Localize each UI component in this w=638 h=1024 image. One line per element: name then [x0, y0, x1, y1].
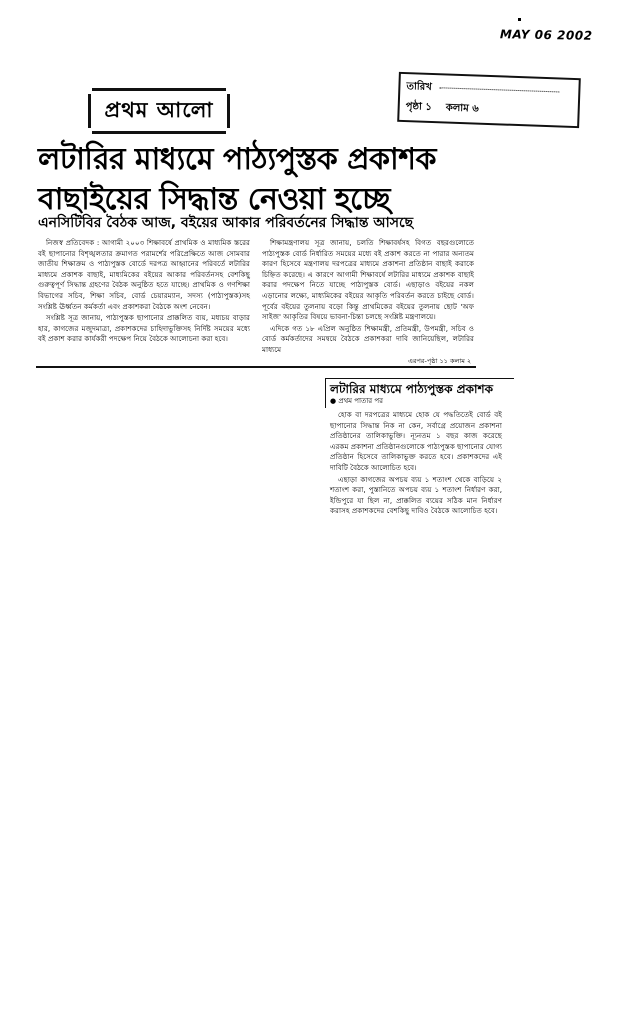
ref-column-value: ৬	[472, 103, 479, 115]
reference-stamp	[397, 72, 581, 128]
column-1-paragraph-2: সংশ্লিষ্ট সূত্র জানায়, পাঠ্যপুস্তক ছাপানোর প্রাক্কলিত ব্যয়, মধ্যচয় বাড়ার হার, কাগজের মজুদমাত্রা, প্রকাশকদের চাহিদাভুক্তিসহ নির্দিষ্ট সময়ের মধ্যে বই প্রকাশ করার কার্যকরী পদক্ষেপ নিয়ে বৈঠকে আলোচনা করা হবে।	[38, 313, 250, 344]
headline	[38, 140, 558, 220]
ref-page-label: পৃষ্ঠা	[405, 101, 423, 113]
column-3-paragraph-1: হোক বা দরপত্রের মাধ্যমে হোক যে পদ্ধতিতেই বোর্ড বই ছাপানোর সিদ্ধান্ত নিক না কেন, সর্বাগ্রে প্রয়োজন প্রকাশনা প্রতিষ্ঠানের তালিকাভুক্তি। ন্যূনতম ১ বছর কাজ করেছে এরকম প্রকাশনা প্রতিষ্ঠানগুলোকে পাঠ্যপুস্তক ছাপানোর যোগ্য প্রতিষ্ঠান হিসেবে তালিকাভুক্ত করতে হবে। প্রকাশকদের এই দাবিটি বৈঠকে আলোচিত হবে।	[330, 410, 502, 472]
ref-date-dots	[439, 87, 559, 92]
newspaper-masthead: প্রথম আলো	[92, 88, 226, 134]
jump-header	[325, 378, 514, 408]
divider-rule	[36, 366, 476, 368]
ref-page-value: ১	[425, 101, 433, 114]
jump-headline: লটারির মাধ্যমে পাঠ্যপুস্তক প্রকাশক	[330, 382, 493, 396]
headline-line-2: বাছাইয়ের সিদ্ধান্ত নেওয়া হচ্ছে	[38, 182, 390, 217]
column-3-paragraph-2: এছাড়া কাগজের অপচয় ব্যয় ১ শতাংশ থেকে বাড়িয়ে ২ শতাংশ করা, পুস্তানিতে অপচয় ব্যয় ১ শতাংশ নির্ধারণ করা, ইন্ডিপুরে যা ছিল না, প্রাক্কলিত ব্যয়ের সঠিক মান নির্ধারণ করাসহ প্রকাশকদের বেশকিছু দাবিও বৈঠকে আলোচিত হবে।	[330, 474, 502, 516]
continued-label: এরপর-পৃষ্ঠা ১১ কলাম ২	[408, 357, 472, 365]
date-stamp: MAY 06 2002	[499, 27, 593, 43]
article-column-1	[38, 238, 250, 346]
article-column-2	[262, 238, 474, 357]
column-1-paragraph-1: নিজস্ব প্রতিবেদক : আগামী ২০০৩ শিক্ষাবর্ষে প্রাথমিক ও মাধ্যমিক স্তরের বই ছাপানোর বিশৃঙ্খলতার ক্রমাগত পরামর্শের পরিপ্রেক্ষিতে আজ সোমবার জাতীয় শিক্ষাক্রম ও পাঠ্যপুস্তক বোর্ডে দরপত্র আহ্বানের পরিবর্তে লটারির মাধ্যমে প্রকাশক বাছাই, মাধ্যমিকের বইয়ের আকার পরিবর্তনসহ বেশকিছু গুরুত্বপূর্ণ সিদ্ধান্ত গ্রহণের বৈঠক অনুষ্ঠিত হতে যাচ্ছে। প্রাথমিক ও গণশিক্ষা বিভাগের সচিব, শিক্ষা সচিব, বোর্ড চেয়ারম্যান, সদস্য (পাঠ্যপুস্তক)সহ সংশ্লিষ্ট ঊর্ধ্বতন কর্মকর্তা এবং প্রকাশকরা বৈঠকে অংশ নেবেন।	[38, 238, 250, 311]
column-2-paragraph-2: এদিকে গত ১৮ এপ্রিল অনুষ্ঠিত শিক্ষামন্ত্রী, প্রতিমন্ত্রী, উপমন্ত্রী, সচিব ও বোর্ড কর্মকর্তাদের সমন্বয়ে বৈঠকে প্রকাশকরা দাবি জানিয়েছিল, লটারির মাধ্যমে	[262, 323, 474, 354]
jump-from-label: ● প্রথম পাতার পর	[330, 397, 383, 405]
jump-from-text: প্রথম পাতার পর	[338, 397, 383, 405]
ref-date-label: তারিখ	[406, 81, 432, 93]
article-column-3	[330, 410, 502, 518]
headline-line-1: লটারির মাধ্যমে পাঠ্যপুস্তক প্রকাশক	[38, 142, 436, 177]
column-2-paragraph-1: শিক্ষামন্ত্রণালয় সূত্র জানায়, চলতি শিক্ষাবর্ষসহ বিগত বছরগুলোতে পাঠ্যপুস্তক বোর্ড নির্ধারিত সময়ের মধ্যে বই প্রকাশ করতে না পারার অন্যতম কারণ হিসেবে মন্ত্রণালয় দরপত্রের মাধ্যমে প্রকাশনা প্রতিষ্ঠান বাছাই করাকে চিহ্নিত করেছে। এ কারণে আগামী শিক্ষাবর্ষে লটারির মাধ্যমে প্রকাশক বাছাই করার পদক্ষেপ নিতে যাচ্ছে পাঠ্যপুস্তক বোর্ড। এছাড়াও বইয়ের নকল এড়ানোর লক্ষ্যে, মাধ্যমিকের বইয়ের আকৃতি পরিবর্তন করতে চাইছে বোর্ড। পূর্বের বইয়ের তুলনায় বড়ো কিন্তু প্রাথমিকের বইয়ের তুলনায় ছোট 'অফ সাইজ' আকৃতির বিষয়ে ভাবনা-চিন্তা চলছে সংশ্লিষ্ট মন্ত্রণালয়ে।	[262, 238, 474, 322]
subheadline: এনসিটিবির বৈঠক আজ, বইয়ের আকার পরিবর্তনের সিদ্ধান্ত আসছে	[38, 215, 414, 231]
ref-column-label: কলাম	[445, 102, 469, 115]
speck-mark	[518, 18, 521, 21]
